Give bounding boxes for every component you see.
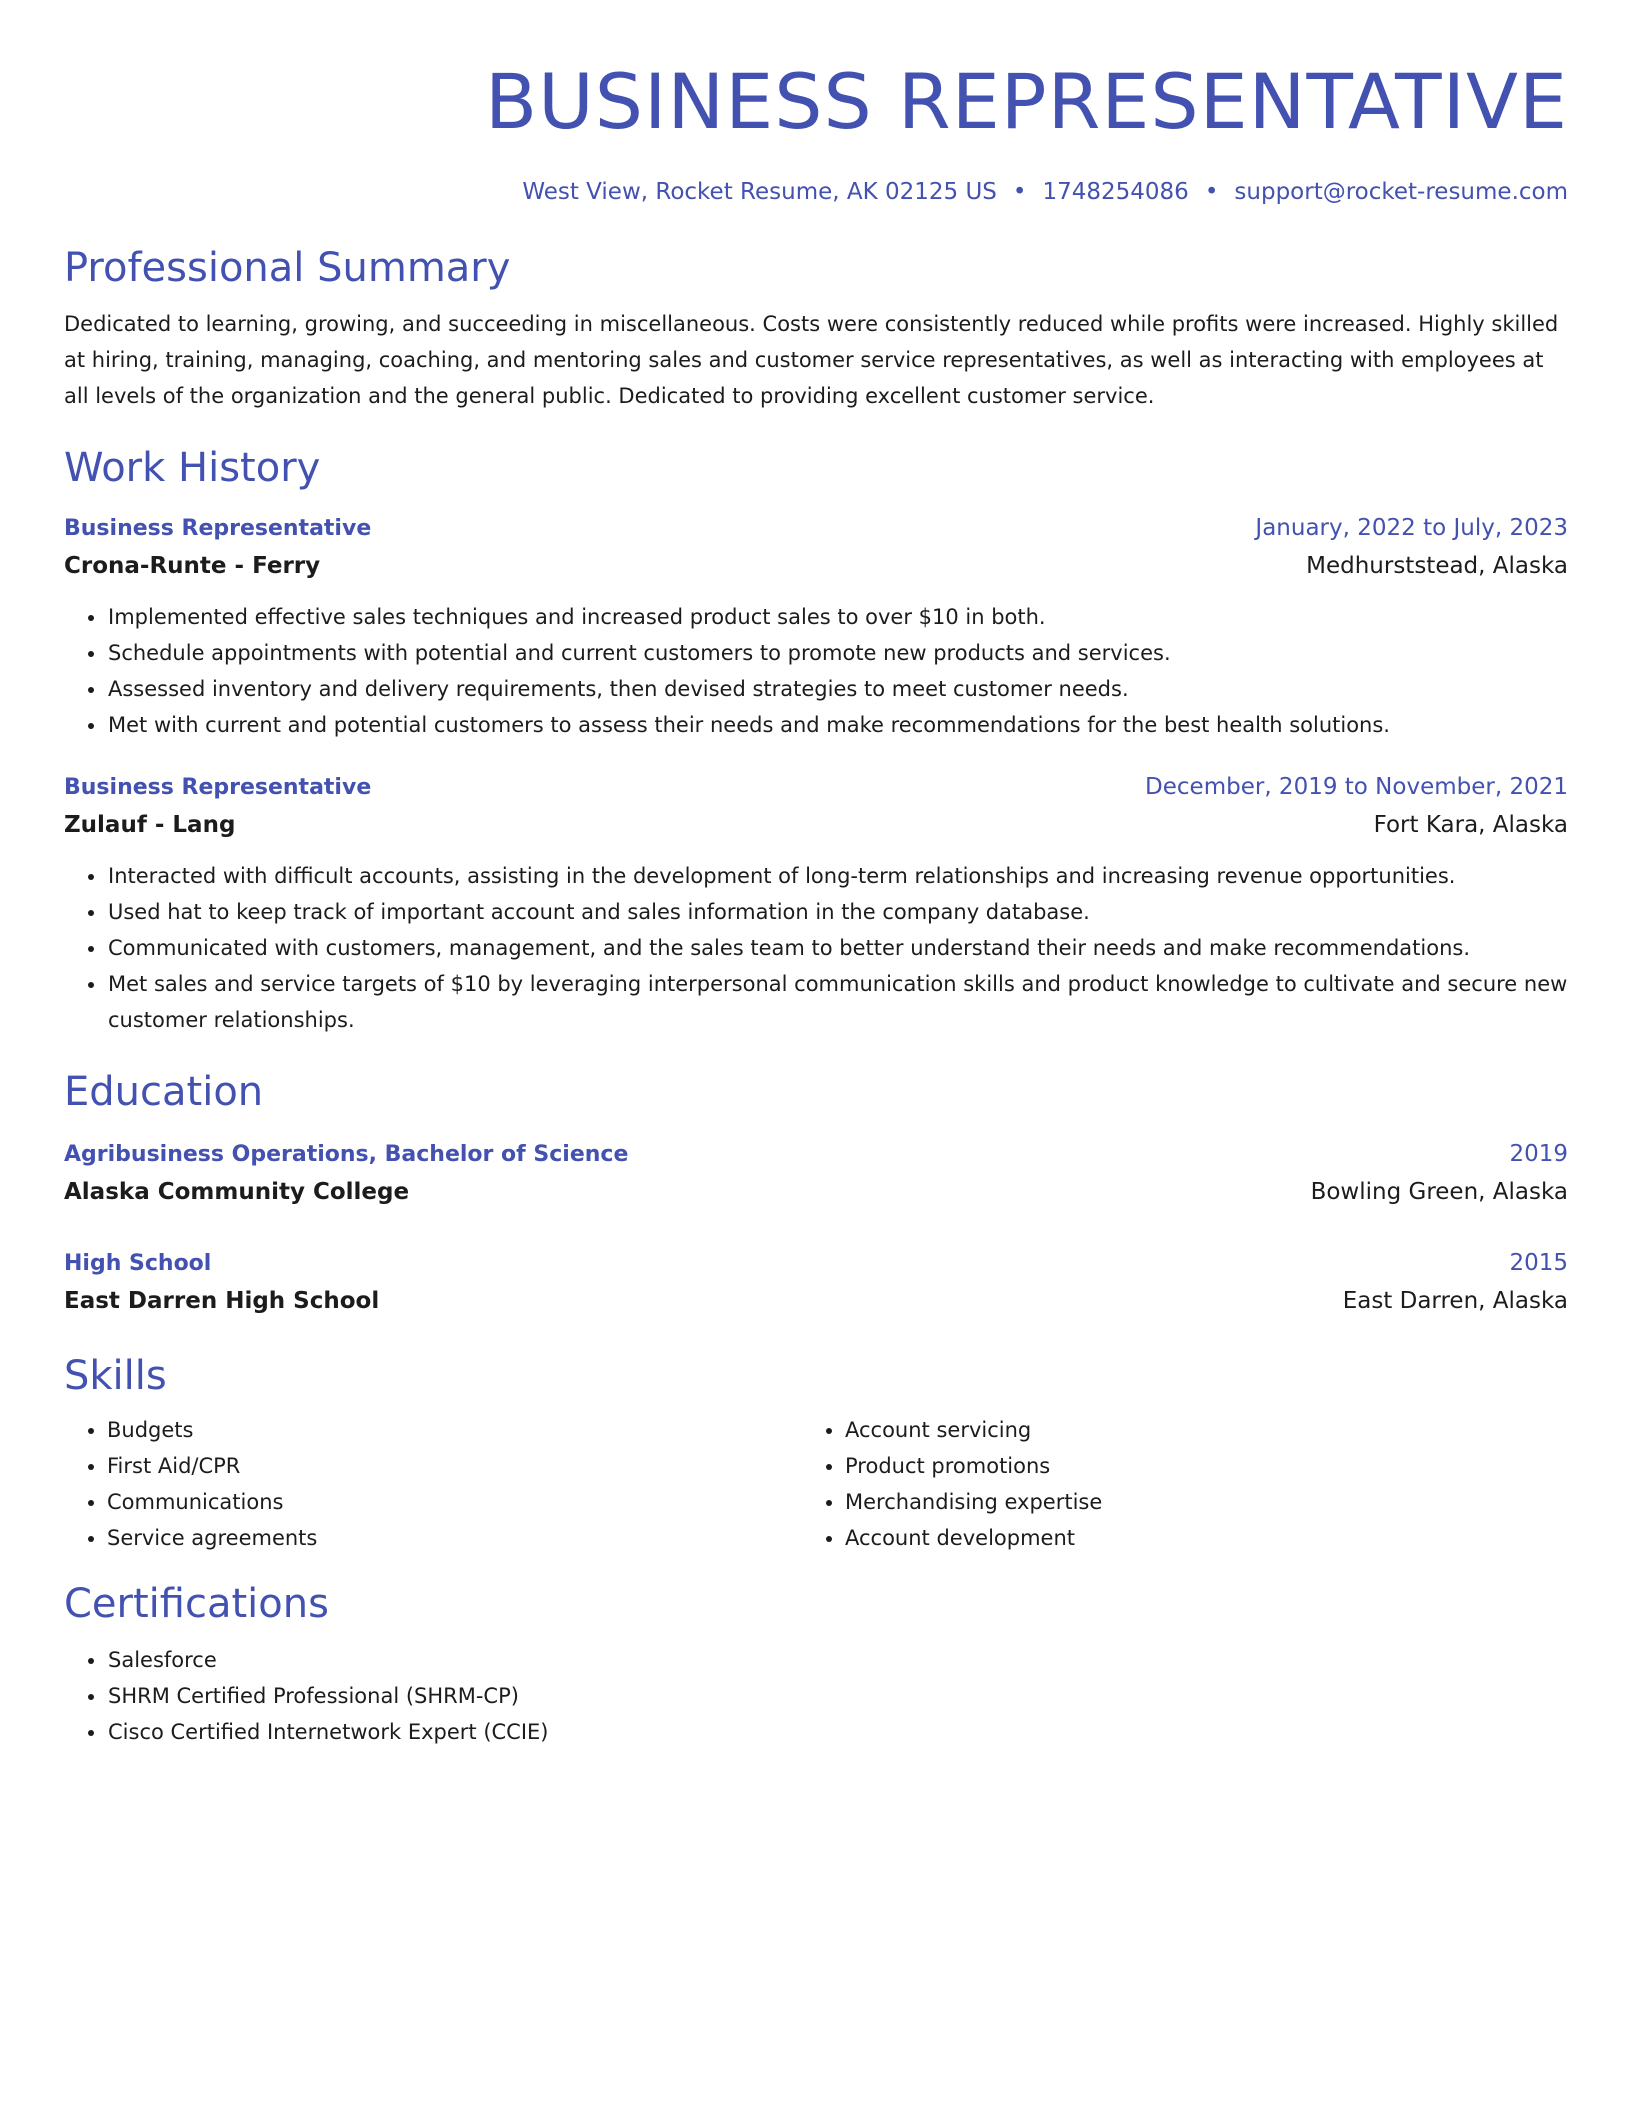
contact-separator: • (1204, 179, 1219, 205)
education-degree: Agribusiness Operations, Bachelor of Science (64, 1142, 629, 1167)
job-entry (64, 769, 1568, 1038)
certification-item: • SHRM Certified Professional (SHRM-CP) (107, 1678, 1568, 1714)
job-bullet: • Used hat to keep track of important account and sales information in the company database. (107, 894, 1568, 930)
skill-item: • First Aid/CPR (107, 1448, 802, 1484)
education-school-row (64, 1282, 1568, 1320)
job-bullet: • Communicated with customers, management, and the sales team to better understand their needs and make recommendations. (107, 930, 1568, 966)
skills-grid (64, 1412, 1568, 1556)
education-year: 2015 (1509, 1250, 1568, 1276)
education-entry (64, 1245, 1568, 1320)
certifications-list (64, 1642, 1568, 1750)
education-school-row (64, 1173, 1568, 1211)
job-bullets (64, 858, 1568, 1038)
skill-item: • Merchandising expertise (845, 1484, 1102, 1520)
skills-column-right (802, 1412, 1102, 1556)
work-history-heading: Work History (64, 445, 321, 491)
skill-item: • Account servicing (845, 1412, 1102, 1448)
skill-item: • Account development (845, 1520, 1102, 1556)
contact-info (64, 176, 1568, 208)
education-school: East Darren High School (64, 1288, 380, 1314)
certification-item: • Cisco Certified Internetwork Expert (CCIE) (107, 1714, 1568, 1750)
education-degree-row (64, 1136, 1568, 1173)
education-location: East Darren, Alaska (1342, 1288, 1568, 1314)
skill-item: • Budgets (107, 1412, 802, 1448)
contact-phone: 1748254086 (1042, 179, 1189, 205)
job-entry (64, 510, 1568, 743)
summary-text: Dedicated to learning, growing, and succeeding in miscellaneous. Costs were consistently reduced while profits were increased. Highly skilled at hiring, training, managing, coaching, and mentoring sales and customer service representatives, as well as interacting with employees at all levels of the organization and the general public. Dedicated to providing excellent customer service. (64, 312, 1559, 408)
skills-list (64, 1412, 802, 1556)
education-entry (64, 1136, 1568, 1211)
contact-separator: • (1012, 179, 1027, 205)
education-degree-row (64, 1245, 1568, 1282)
contact-email: support@rocket-resume.com (1234, 179, 1568, 205)
job-location: Fort Kara, Alaska (1373, 812, 1568, 838)
contact-address: West View, Rocket Resume, AK 02125 US (522, 179, 997, 205)
job-dates: December, 2019 to November, 2021 (1145, 774, 1568, 800)
job-title-row (64, 510, 1568, 547)
education-degree: High School (64, 1251, 212, 1276)
summary-heading: Professional Summary (64, 245, 511, 291)
skills-list (802, 1412, 1102, 1556)
education-year: 2019 (1509, 1141, 1568, 1167)
job-title-row (64, 769, 1568, 806)
skill-item: • Service agreements (107, 1520, 802, 1556)
job-bullet: • Assessed inventory and delivery requirements, then devised strategies to meet customer needs. (107, 671, 1568, 707)
job-bullets (64, 599, 1568, 743)
job-company: Crona-Runte - Ferry (64, 553, 321, 579)
certification-item: • Salesforce (107, 1642, 1568, 1678)
job-dates: January, 2022 to July, 2023 (1255, 515, 1568, 541)
job-bullet: • Schedule appointments with potential and current customers to promote new products and services. (107, 635, 1568, 671)
skills-heading: Skills (64, 1353, 167, 1399)
education-heading: Education (64, 1069, 264, 1115)
skill-item: • Product promotions (845, 1448, 1102, 1484)
job-company: Zulauf - Lang (64, 812, 236, 838)
certifications-heading: Certifications (64, 1581, 329, 1627)
job-bullet: • Met with current and potential customers to assess their needs and make recommendations for the best health solutions. (107, 707, 1568, 743)
resume-name-heading: BUSINESS REPRESENTATIVE (485, 57, 1568, 146)
job-company-row (64, 547, 1568, 585)
job-location: Medhurststead, Alaska (1306, 553, 1568, 579)
job-company-row (64, 806, 1568, 844)
education-location: Bowling Green, Alaska (1310, 1179, 1568, 1205)
job-bullet: • Interacted with difficult accounts, assisting in the development of long-term relationships and increasing revenue opportunities. (107, 858, 1568, 894)
job-title: Business Representative (64, 775, 372, 800)
job-bullet: • Implemented effective sales techniques and increased product sales to over $10 in both. (107, 599, 1568, 635)
skills-column-left (64, 1412, 802, 1556)
job-bullet: • Met sales and service targets of $10 by leveraging interpersonal communication skills and product knowledge to cultivate and secure new customer relationships. (107, 966, 1568, 1038)
skill-item: • Communications (107, 1484, 802, 1520)
education-school: Alaska Community College (64, 1179, 410, 1205)
job-title: Business Representative (64, 516, 372, 541)
